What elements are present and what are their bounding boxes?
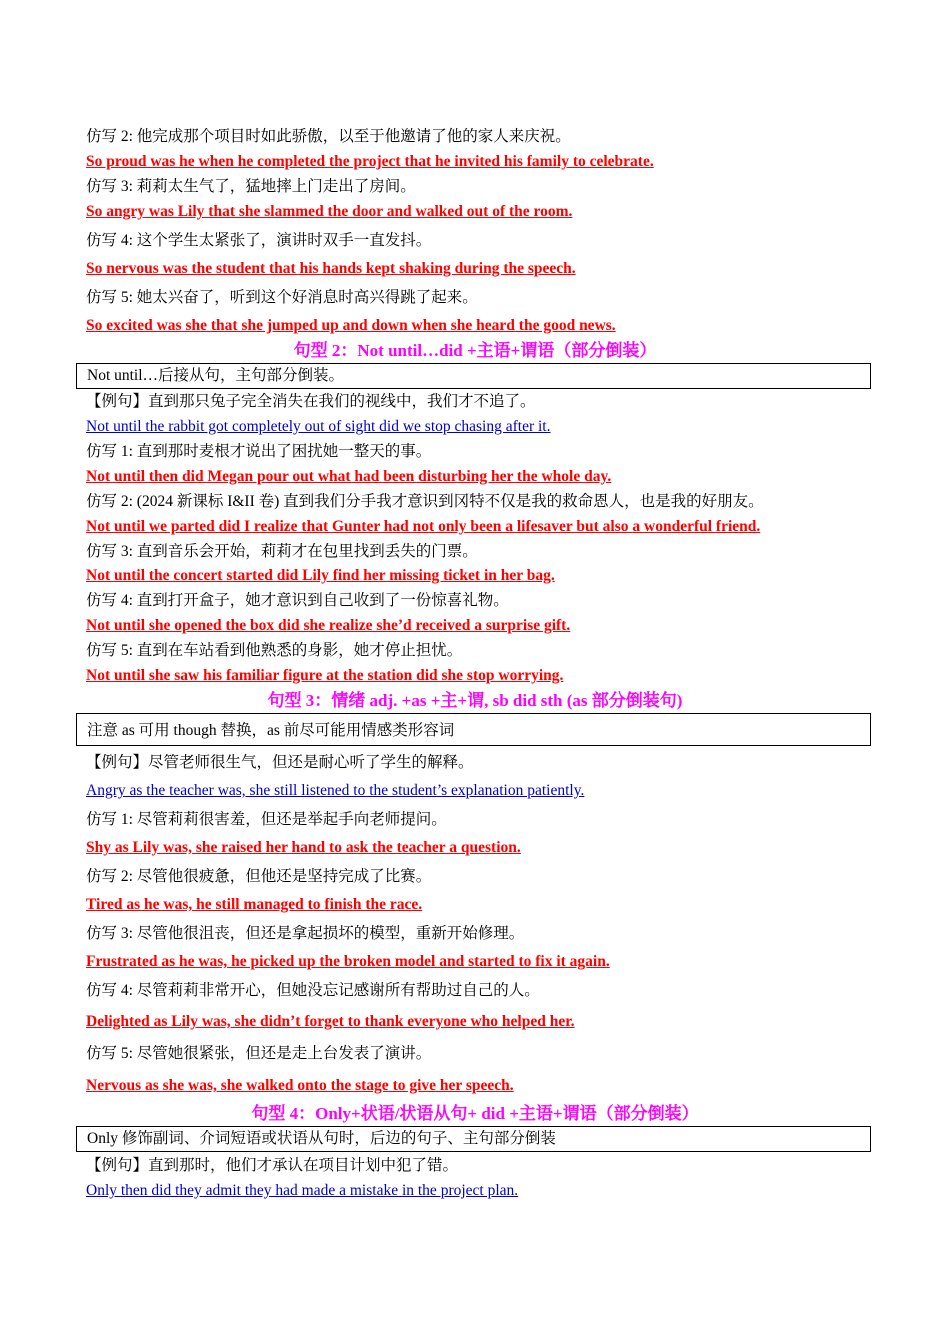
practice-answer-en: Delighted as Lily was, she didn’t forget to thank everyone who helped her. <box>86 1013 575 1030</box>
practice-answer-en: Frustrated as he was, he picked up the broken model and started to fix it again. <box>86 953 610 970</box>
note-box <box>76 713 871 746</box>
practice-sentence-zh: 仿写 5: 尽管她很紧张，但还是走上台发表了演讲。 <box>86 1045 432 1062</box>
practice-sentence-zh: 仿写 1: 尽管莉莉很害羞，但还是举起手向老师提问。 <box>86 811 447 828</box>
example-sentence-en: Only then did they admit they had made a mistake in the project plan. <box>86 1182 519 1199</box>
practice-sentence-zh: 仿写 5: 她太兴奋了，听到这个好消息时高兴得跳了起来。 <box>86 289 478 306</box>
practice-sentence-zh: 仿写 2: 他完成那个项目时如此骄傲，以至于他邀请了他的家人来庆祝。 <box>86 128 571 145</box>
section-heading-pattern-2: 句型 2：Not until…did +主语+谓语（部分倒装） <box>293 341 657 360</box>
practice-answer-en: Not until then did Megan pour out what had been disturbing her the whole day. <box>86 468 612 485</box>
note-text: Only 修饰副词、介词短语或状语从句时，后边的句子、主句部分倒装 <box>87 1130 556 1147</box>
practice-answer-en: Not until she saw his familiar figure at the station did she stop worrying. <box>86 667 564 684</box>
note-text: 注意 as 可用 though 替换，as 前尽可能用情感类形容词 <box>87 722 455 739</box>
example-sentence-en: Angry as the teacher was, she still listened to the student’s explanation patiently. <box>86 782 585 799</box>
practice-sentence-zh: 仿写 3: 直到音乐会开始，莉莉才在包里找到丢失的门票。 <box>86 543 478 560</box>
example-sentence-zh: 【例句】尽管老师很生气，但还是耐心听了学生的解释。 <box>86 754 474 771</box>
practice-sentence-zh: 仿写 4: 直到打开盒子，她才意识到自己收到了一份惊喜礼物。 <box>86 592 509 609</box>
practice-sentence-zh: 仿写 2: (2024 新课标 I&II 卷) 直到我们分手我才意识到冈特不仅是我的救命恩人，也是我的好朋友。 <box>86 493 764 510</box>
practice-answer-en: Not until she opened the box did she realize she’d received a surprise gift. <box>86 617 571 634</box>
note-text: Not until…后接从句，主句部分倒装。 <box>87 367 345 384</box>
practice-answer-en: So excited was she that she jumped up and down when she heard the good news. <box>86 317 616 334</box>
practice-answer-en: Tired as he was, he still managed to finish the race. <box>86 896 423 913</box>
example-sentence-zh: 【例句】直到那时，他们才承认在项目计划中犯了错。 <box>86 1157 459 1174</box>
practice-answer-en: Nervous as she was, she walked onto the stage to give her speech. <box>86 1077 514 1094</box>
practice-sentence-zh: 仿写 4: 这个学生太紧张了，演讲时双手一直发抖。 <box>86 232 432 249</box>
section-heading-pattern-3: 句型 3：情绪 adj. +as +主+谓, sb did sth (as 部分倒装句) <box>267 691 683 710</box>
note-box <box>76 363 871 389</box>
practice-sentence-zh: 仿写 4: 尽管莉莉非常开心，但她没忘记感谢所有帮助过自己的人。 <box>86 982 540 999</box>
example-sentence-en: Not until the rabbit got completely out of sight did we stop chasing after it. <box>86 418 551 435</box>
practice-answer-en: So angry was Lily that she slammed the door and walked out of the room. <box>86 203 573 220</box>
section-heading-pattern-4: 句型 4：Only+状语/状语从句+ did +主语+谓语（部分倒装） <box>251 1104 699 1123</box>
practice-sentence-zh: 仿写 3: 莉莉太生气了，猛地摔上门走出了房间。 <box>86 178 416 195</box>
practice-sentence-zh: 仿写 1: 直到那时麦根才说出了困扰她一整天的事。 <box>86 443 432 460</box>
practice-sentence-zh: 仿写 5: 直到在车站看到他熟悉的身影，她才停止担忧。 <box>86 642 463 659</box>
practice-answer-en: So proud was he when he completed the project that he invited his family to celebrate. <box>86 153 654 170</box>
practice-answer-en: Shy as Lily was, she raised her hand to ask the teacher a question. <box>86 839 521 856</box>
practice-answer-en: Not until the concert started did Lily find her missing ticket in her bag. <box>86 567 555 584</box>
practice-sentence-zh: 仿写 2: 尽管他很疲惫，但他还是坚持完成了比赛。 <box>86 868 432 885</box>
practice-answer-en: Not until we parted did I realize that Gunter had not only been a lifesaver but also a wonderful friend. <box>86 518 761 535</box>
example-sentence-zh: 【例句】直到那只兔子完全消失在我们的视线中，我们才不追了。 <box>86 393 536 410</box>
note-box <box>76 1126 871 1152</box>
practice-answer-en: So nervous was the student that his hands kept shaking during the speech. <box>86 260 576 277</box>
practice-sentence-zh: 仿写 3: 尽管他很沮丧，但还是拿起损坏的模型，重新开始修理。 <box>86 925 525 942</box>
